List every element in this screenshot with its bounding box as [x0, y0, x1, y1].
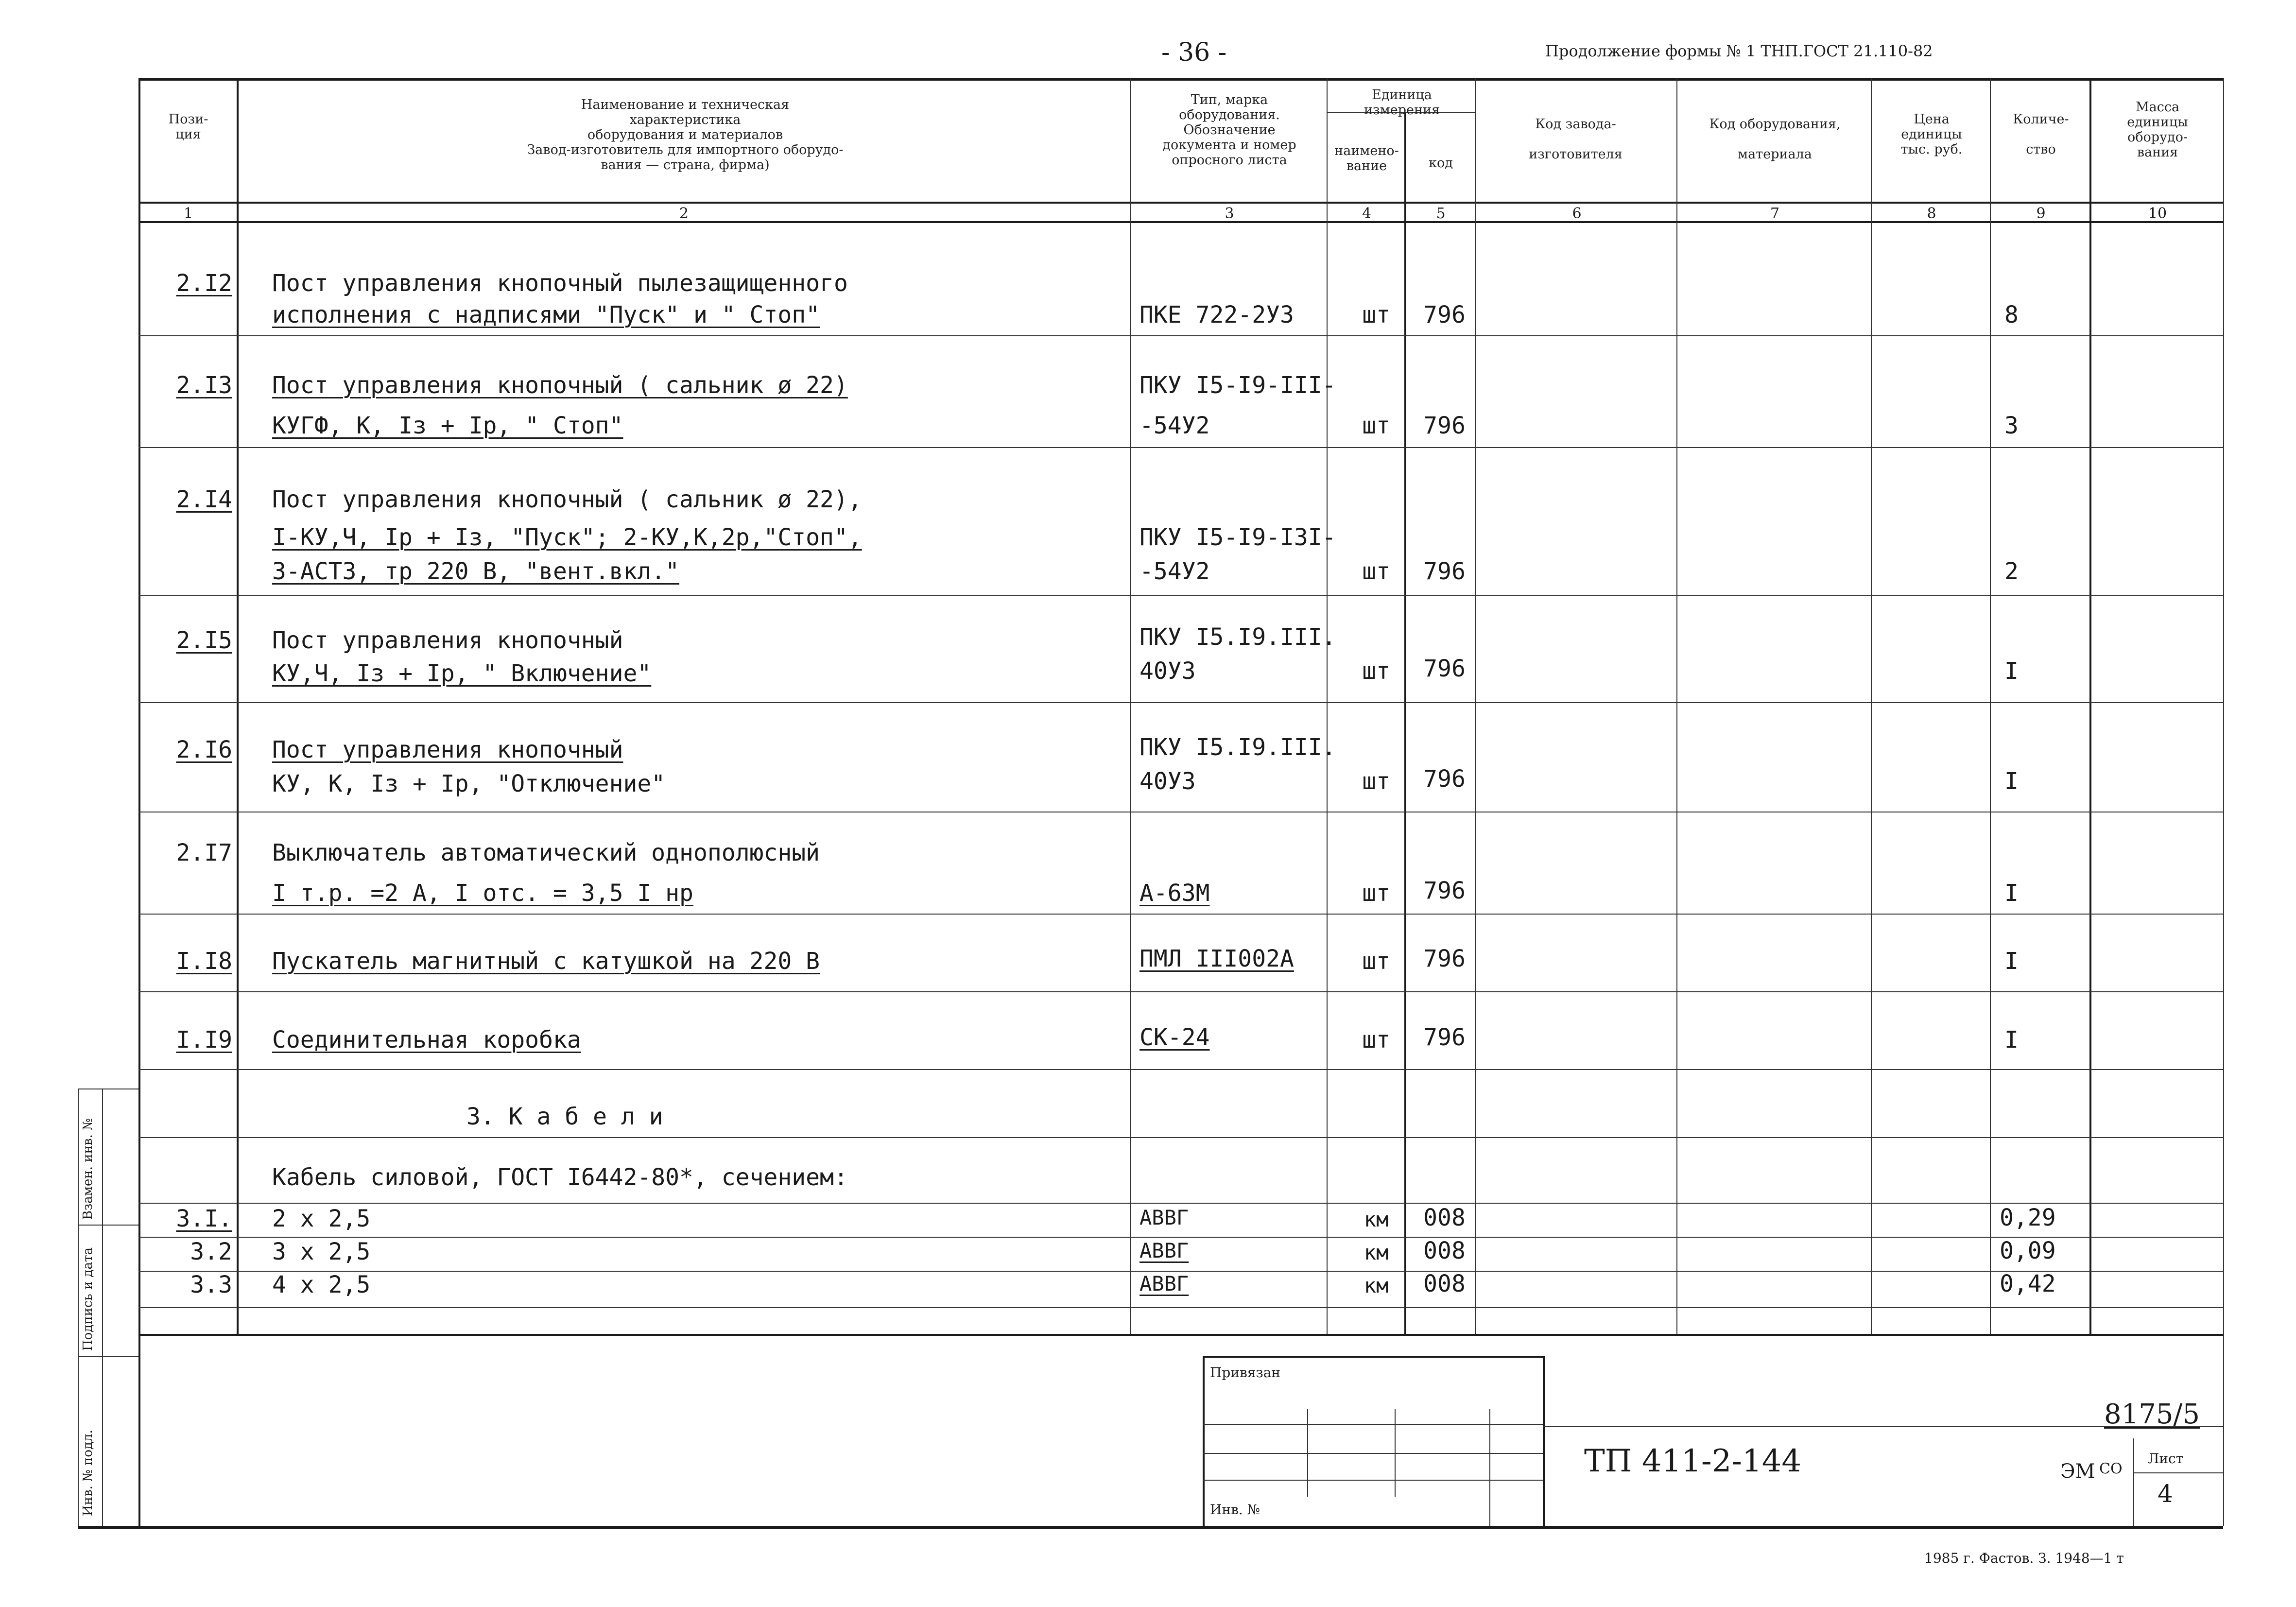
col-number-2: 2: [679, 205, 689, 222]
row-name-line: I т.р. =2 А, I отс. = 3,5 I нр: [272, 880, 693, 907]
row-type-line: 40У3: [1139, 657, 1196, 685]
section-title: 3. К а б е л и: [466, 1103, 663, 1130]
row-type-line: ПКУ I5.I9.III.: [1139, 734, 1336, 761]
header-factory-code: Код завода- изготовителя: [1529, 117, 1623, 162]
col-number-3: 3: [1225, 205, 1234, 222]
row-type-line: ПКУ I5-I9-I3I-: [1139, 524, 1336, 551]
col-number-6: 6: [1572, 205, 1582, 222]
header-quantity: Количе- ство: [2013, 112, 2069, 157]
form-title: Продолжение формы № 1 ТНП.ГОСТ 21.110-82: [1545, 42, 1933, 60]
row-position: 2.I3: [176, 372, 232, 399]
row-type-line: -54У2: [1139, 412, 1210, 439]
row-type: А-63М: [1139, 880, 1210, 907]
row-quantity: 3: [2004, 412, 2019, 439]
row-type: АВВГ: [1139, 1206, 1189, 1229]
row-type: АВВГ: [1139, 1272, 1189, 1296]
row-position: 2.I6: [176, 736, 232, 763]
row-code: 796: [1423, 301, 1466, 328]
row-quantity: I: [2004, 880, 2019, 907]
row-name-line: Пост управления кнопочный ( сальник ø 22),: [272, 486, 862, 513]
header-name: Наименование и техническая характеристика оборудования и материалов Завод-изготовитель для импортного оборудо- вания — страна, фирма): [527, 97, 844, 173]
stamp-sheet-number: 4: [2158, 1480, 2173, 1508]
stamp-mark-co: СО: [2099, 1460, 2123, 1477]
row-type-line: ПКУ I5.I9.III.: [1139, 623, 1336, 651]
row-quantity: 0,42: [2000, 1270, 2056, 1297]
row-quantity: I: [2004, 948, 2019, 975]
row-type: СК-24: [1139, 1024, 1210, 1051]
row-position: 2.I2: [176, 270, 232, 297]
row-position: I.I8: [176, 948, 232, 975]
row-unit: шт: [1362, 880, 1390, 907]
row-unit: шт: [1362, 558, 1390, 585]
row-name-line: исполнения с надписями "Пуск" и " Стоп": [272, 301, 820, 328]
row-name-line: Пост управления кнопочный пылезащищенного: [272, 270, 848, 297]
row-type: ПКЕ 722-2У3: [1139, 301, 1294, 328]
row-quantity: I: [2004, 768, 2019, 795]
row-unit: шт: [1362, 412, 1390, 439]
row-code: 796: [1423, 412, 1466, 439]
row-name-line: 3-АСТЗ, тр 220 В, "вент.вкл.": [272, 558, 680, 585]
cable-intro: Кабель силовой, ГОСТ I6442-80*, сечением:: [272, 1164, 848, 1191]
row-code: 008: [1423, 1204, 1466, 1231]
header-unit-group: Единица измерения: [1364, 87, 1440, 118]
row-code: 796: [1423, 877, 1466, 904]
row-type-line: 40У3: [1139, 768, 1196, 795]
header-unit-name: наимено- вание: [1334, 143, 1399, 173]
row-name-line: КУГФ, К, Iз + Iр, " Стоп": [272, 412, 623, 439]
stamp-sheet-ref: 8175/5: [2104, 1399, 2200, 1430]
stamp-inv-label: Инв. №: [1210, 1502, 1260, 1518]
row-name-line: I-КУ,Ч, Iр + Iз, "Пуск"; 2-КУ,К,2р,"Стоп",: [272, 524, 862, 551]
row-position: 3.2: [190, 1238, 232, 1265]
row-name-line: Пост управления кнопочный ( сальник ø 22): [272, 372, 848, 399]
col-number-4: 4: [1362, 205, 1372, 222]
row-position: 2.I4: [176, 486, 232, 513]
row-code: 796: [1423, 765, 1466, 793]
row-unit: шт: [1362, 948, 1390, 975]
row-unit: шт: [1362, 301, 1390, 328]
row-quantity: 8: [2004, 301, 2019, 328]
row-name-line: Пускатель магнитный с катушкой на 220 В: [272, 948, 820, 975]
row-code: 796: [1423, 655, 1466, 682]
row-type: АВВГ: [1139, 1239, 1189, 1262]
col-number-9: 9: [2036, 205, 2046, 222]
row-unit: шт: [1362, 657, 1390, 685]
row-code: 796: [1423, 945, 1466, 972]
stamp-doc-code: ТП 411-2-144: [1584, 1443, 1802, 1479]
side-label-inv-original: Инв. № подл.: [81, 1430, 95, 1516]
col-number-5: 5: [1436, 205, 1446, 222]
row-name-line: Соединительная коробка: [272, 1026, 581, 1054]
row-position: I.I9: [176, 1026, 232, 1054]
row-type-line: ПКУ I5-I9-III-: [1139, 372, 1336, 399]
row-quantity: 0,29: [2000, 1204, 2056, 1231]
row-unit: км: [1364, 1274, 1389, 1297]
row-unit: км: [1364, 1241, 1389, 1264]
row-name-line: Выключатель автоматический однополюсный: [272, 839, 820, 866]
page-number: - 36 -: [1161, 38, 1227, 67]
row-name-line: КУ,Ч, Iз + Iр, " Включение": [272, 660, 652, 687]
row-name: 3 х 2,5: [272, 1238, 371, 1265]
stamp-sheet-label: Лист: [2148, 1451, 2184, 1467]
row-code: 796: [1423, 558, 1466, 585]
row-quantity: 2: [2004, 558, 2019, 585]
row-position: 2.I5: [176, 627, 232, 654]
row-position: 2.I7: [176, 839, 232, 866]
row-name-line: Пост управления кнопочный: [272, 736, 623, 763]
header-price: Цена единицы тыс. руб.: [1900, 112, 1963, 157]
row-name: 2 х 2,5: [272, 1205, 371, 1232]
row-type: ПМЛ III002А: [1139, 945, 1294, 972]
col-number-10: 10: [2148, 205, 2167, 222]
row-quantity: 0,09: [2000, 1237, 2056, 1264]
side-label-signature-date: Подпись и дата: [81, 1247, 95, 1351]
stamp-privyazan: Привязан: [1210, 1365, 1281, 1381]
row-name-line: КУ, К, Iз + Iр, "Отключение": [272, 770, 666, 797]
row-type-line: -54У2: [1139, 558, 1210, 585]
row-unit: шт: [1362, 768, 1390, 795]
stamp-mark-em: ЭМ: [2060, 1460, 2095, 1483]
row-name: 4 х 2,5: [272, 1271, 371, 1298]
header-equipment-code: Код оборудования, материала: [1709, 117, 1841, 162]
row-code: 008: [1423, 1237, 1466, 1264]
col-number-8: 8: [1927, 205, 1936, 222]
print-footer: 1985 г. Фастов. З. 1948—1 т: [1924, 1550, 2124, 1566]
row-position: 3.3: [190, 1271, 232, 1298]
row-code: 796: [1423, 1024, 1466, 1051]
row-unit: км: [1364, 1208, 1389, 1231]
col-number-7: 7: [1770, 205, 1780, 222]
row-quantity: I: [2004, 1026, 2019, 1054]
row-quantity: I: [2004, 657, 2019, 685]
row-unit: шт: [1362, 1026, 1390, 1054]
header-position: Пози- ция: [168, 112, 208, 142]
row-code: 008: [1423, 1270, 1466, 1297]
header-type: Тип, марка оборудования. Обозначение документа и номер опросного листа: [1162, 92, 1296, 168]
side-label-replacement-inv: Взамен. инв. №: [81, 1118, 95, 1220]
row-position: 3.I.: [176, 1205, 232, 1232]
col-number-1: 1: [183, 205, 193, 222]
row-name-line: Пост управления кнопочный: [272, 627, 623, 654]
header-unit-code: код: [1429, 156, 1453, 171]
header-mass: Масса единицы оборудо- вания: [2127, 100, 2188, 160]
